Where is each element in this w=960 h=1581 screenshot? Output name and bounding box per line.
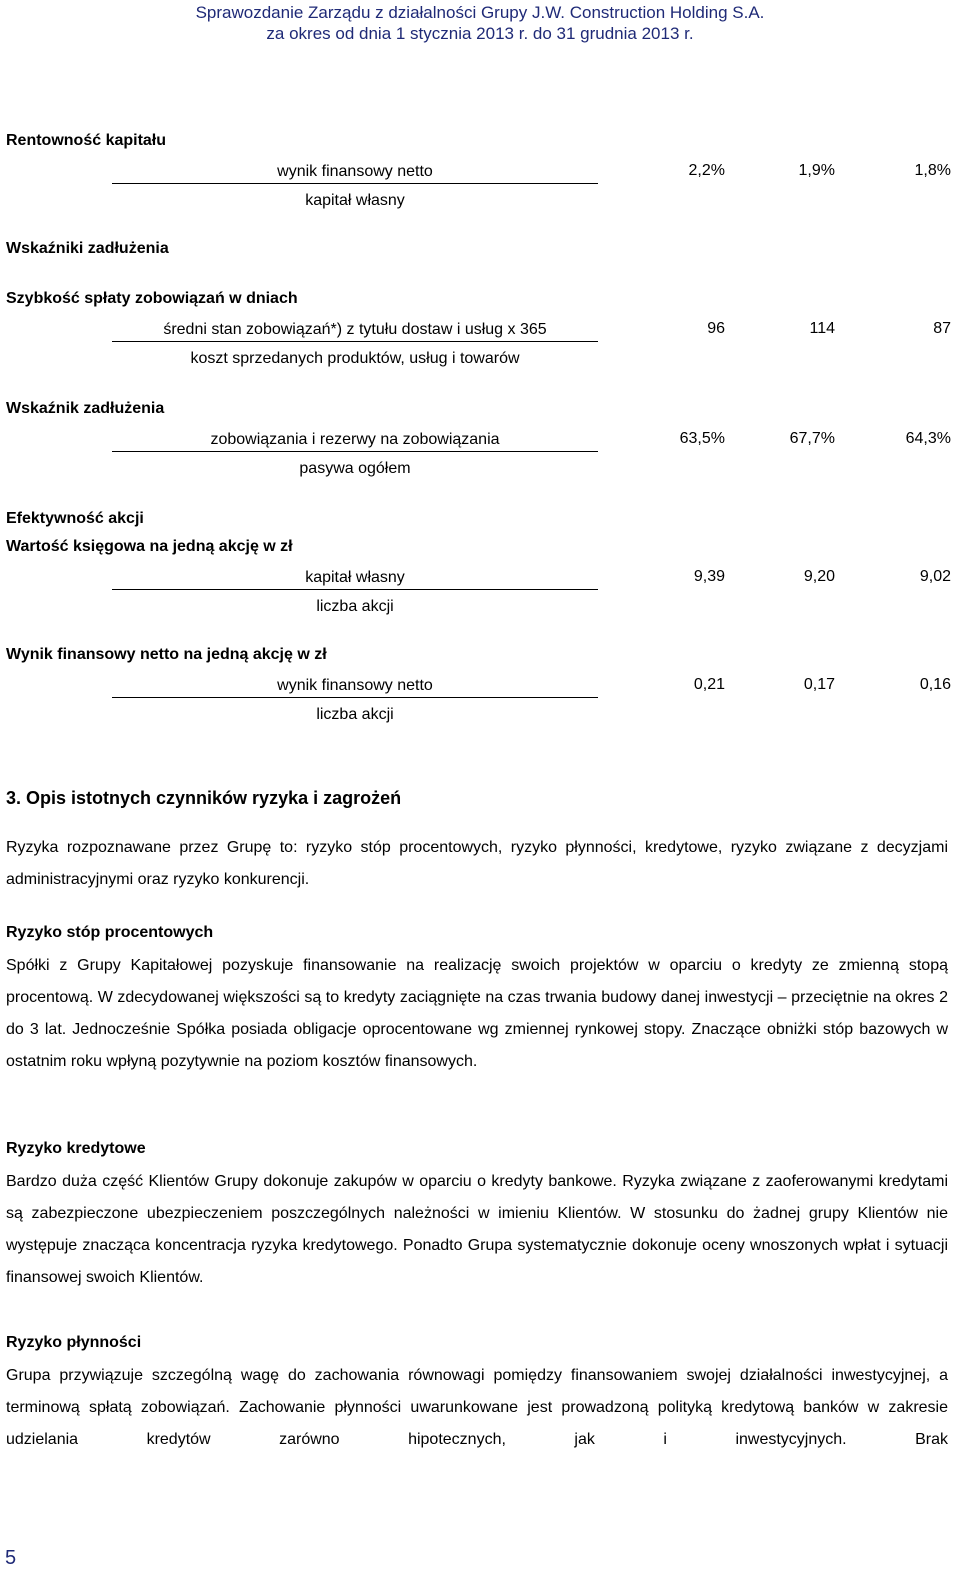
book-value-denominator: liczba akcji: [316, 598, 394, 615]
book-value-value-1: 9,39: [693, 568, 725, 585]
roe-formula: [112, 162, 598, 226]
eps-value-2: 0,17: [803, 676, 835, 693]
header-line-1: Sprawozdanie Zarządu z działalności Grupy J.W. Construction Holding S.A.: [195, 3, 765, 22]
payables-days-value-1: 96: [707, 320, 725, 337]
fraction-line: [112, 341, 598, 342]
book-value-numerator: kapitał własny: [305, 569, 405, 586]
fraction-line: [112, 697, 598, 698]
interest-risk-title: Ryzyko stóp procentowych: [6, 924, 214, 941]
credit-risk-paragraph: Bardzo duża część Klientów Grupy dokonuje zakupów w oparciu o kredyty bankowe. Ryzyka związane z zaoferowanymi kredytami są zabezpieczone ubezpieczeniem poszczególnych należności w imieniu Klientów. W stosunku do żadnej grupy Klientów nie występuje znacząca koncentracja ryzyka kredytowego. Ponadto Grupa systematycznie dokonuje oceny wnoszonych wpłat i sytuacji finansowej swoich Klientów.: [6, 1173, 948, 1286]
eps-value-1: 0,21: [693, 676, 725, 693]
risk-section-heading: 3. Opis istotnych czynników ryzyka i zagrożeń: [6, 788, 402, 808]
payables-days-value-3: 87: [933, 320, 951, 337]
book-value-value-2: 9,20: [803, 568, 835, 585]
payables-days-denominator: koszt sprzedanych produktów, usług i towarów: [190, 350, 520, 367]
fraction-line: [112, 451, 598, 452]
book-value-title: Wartość księgowa na jedną akcję w zł: [6, 538, 293, 555]
fraction-line: [112, 183, 598, 184]
book-value-value-3: 9,02: [919, 568, 951, 585]
roe-title: Rentowność kapitału: [6, 132, 167, 149]
payables-days-formula: [112, 320, 598, 384]
credit-risk-title: Ryzyko kredytowe: [6, 1140, 146, 1157]
header-line-2: za okres od dnia 1 stycznia 2013 r. do 31 grudnia 2013 r.: [266, 24, 694, 43]
eps-denominator: liczba akcji: [316, 706, 394, 723]
fraction-line: [112, 589, 598, 590]
roe-value-1: 2,2%: [688, 162, 725, 179]
eps-numerator: wynik finansowy netto: [277, 677, 433, 694]
page-number: 5: [5, 1547, 17, 1569]
debt-ratio-formula: [112, 430, 598, 494]
eps-formula: [112, 676, 598, 740]
liquidity-risk-paragraph: Grupa przywiązuje szczególną wagę do zachowania równowagi pomiędzy finansowaniem swojej działalności inwestycyjnej, a terminową spłatą zobowiązań. Zachowanie płynności uwarunkowane jest prowadzoną polityką kredytową banków w zakresie udzielania kredytów zarówno hipotecznych, jak i inwestycyjnych. Brak: [6, 1367, 948, 1448]
roe-value-3: 1,8%: [914, 162, 951, 179]
roe-numerator: wynik finansowy netto: [277, 163, 433, 180]
interest-risk-paragraph: Spółki z Grupy Kapitałowej pozyskuje finansowanie na realizację swoich projektów w oparciu o kredyty ze zmienną stopą procentową. W zdecydowanej większości są to kredyty zaciągnięte na czas trwania budowy danej inwestycji – przeciętnie na okres 2 do 3 lat. Jednocześnie Spółka posiada obligacje oprocentowane wg zmiennej rynkowej stopy. Znaczące obniżki stóp bazowych w ostatnim roku wpłyną pozytywnie na poziom kosztów finansowych.: [6, 957, 948, 1070]
debt-ratio-denominator: pasywa ogółem: [299, 460, 411, 477]
debt-ratio-value-2: 67,7%: [789, 430, 835, 447]
payables-days-numerator: średni stan zobowiązań*) z tytułu dostaw i usług x 365: [163, 321, 547, 338]
share-section-title: Efektywność akcji: [6, 510, 144, 527]
payables-days-title: Szybkość spłaty zobowiązań w dniach: [6, 290, 298, 307]
debt-ratio-value-1: 63,5%: [679, 430, 725, 447]
debt-ratio-value-3: 64,3%: [905, 430, 951, 447]
debt-ratio-numerator: zobowiązania i rezerwy na zobowiązania: [210, 431, 500, 448]
eps-title: Wynik finansowy netto na jedną akcję w zł: [6, 646, 327, 663]
debt-ratio-title: Wskaźnik zadłużenia: [6, 400, 165, 417]
report-header: [0, 2, 960, 44]
book-value-formula: [112, 568, 598, 632]
debt-section-title: Wskaźniki zadłużenia: [6, 240, 169, 257]
roe-value-2: 1,9%: [798, 162, 835, 179]
roe-denominator: kapitał własny: [305, 192, 405, 209]
eps-value-3: 0,16: [919, 676, 951, 693]
liquidity-risk-title: Ryzyko płynności: [6, 1334, 142, 1351]
payables-days-value-2: 114: [809, 320, 835, 337]
risk-intro-paragraph: Ryzyka rozpoznawane przez Grupę to: ryzyko stóp procentowych, ryzyko płynności, kredytowe, ryzyko związane z decyzjami administracyjnymi oraz ryzyko konkurencji.: [6, 839, 948, 888]
